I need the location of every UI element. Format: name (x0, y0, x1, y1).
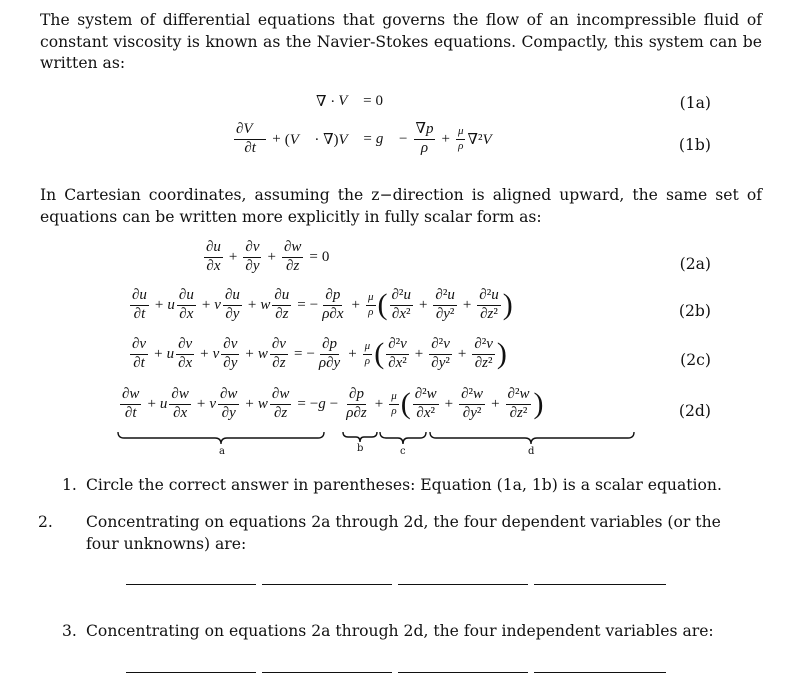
question-text: Concentrating on equations 2a through 2d, the four dependent variables (or the four unknowns) are: (86, 513, 721, 553)
brace-b (343, 432, 377, 442)
question-number: 1. (62, 476, 77, 494)
equation-2d-label: (2d) (678, 402, 711, 420)
question-2 (38, 511, 724, 555)
brace-label-a: a (219, 446, 225, 457)
brace-label-b: b (357, 443, 364, 454)
question-text: Concentrating on equations 2a through 2d, the four independent variables are: (86, 622, 714, 640)
equation-1a-label: (1a) (679, 94, 711, 112)
answer-blank-2-4[interactable] (534, 584, 666, 585)
question-3 (62, 620, 722, 642)
question-number: 2. (38, 513, 53, 531)
equation-2b-label: (2b) (678, 302, 711, 320)
equation-2b: $\frac{\partial u}{\partial t}$ + u $\frac{\partial u}{\partial x}$ + v $\frac{\partial u}{\partial y}$ + w $\frac{\partial u}{\partial z}$ = − $\frac{\partial p}{\rho\partial x}$ + $\frac{\mu}{\rho}$ ( $\frac{\text{∂²u}}{\text{∂x²}}$ + $\frac{\text{∂²u}}{\text{∂y²}}$ + $\frac{\text{∂²u}}{\text{∂z²}}$ ) (132, 287, 513, 322)
equation-2a: $\frac{\partial u}{\partial x}$ + $\frac{\partial v}{\partial y}$ + $\frac{\partial w}{\partial z}$ = 0 (206, 239, 330, 274)
equation-2a-label: (2a) (679, 255, 711, 273)
answer-blank-2-2[interactable] (262, 584, 392, 585)
brace-a (118, 432, 324, 444)
equation-2c: $\frac{\partial v}{\partial t}$ + u $\frac{\partial v}{\partial x}$ + v $\frac{\partial v}{\partial y}$ + w $\frac{\partial v}{\partial z}$ = − $\frac{\partial p}{\rho\partial y}$ + $\frac{\mu}{\rho}$ ( $\frac{\text{∂²v}}{\text{∂x²}}$ + $\frac{\text{∂²v}}{\text{∂y²}}$ + $\frac{\text{∂²v}}{\text{∂z²}}$ ) (132, 336, 507, 371)
answer-blank-3-1[interactable] (126, 672, 256, 673)
brace-c (380, 432, 426, 444)
equation-2c-label: (2c) (680, 351, 711, 369)
brace-label-c: c (400, 446, 406, 457)
question-number: 3. (62, 622, 77, 640)
intro-paragraph: The system of differential equations that governs the flow of an incompressible fluid of constant viscosity is known as the Navier-Stokes equations. Compactly, this system can be written as: (40, 11, 762, 72)
question-text: Circle the correct answer in parentheses: Equation (1a, 1b) is a scalar equation. (86, 476, 722, 494)
equation-1b: $\frac{\partial V⃗}{\partial t}$ + (V⃗ · ∇)V⃗ = g⃗ − $\frac{\nabla p}{\rho}$ + $\frac{\mu}{\rho}$ ∇²V⃗ (236, 121, 504, 156)
answer-blank-3-3[interactable] (398, 672, 528, 673)
answer-blank-2-3[interactable] (398, 584, 528, 585)
equation-2d: $\frac{\partial w}{\partial t}$ + u $\frac{\partial w}{\partial x}$ + v $\frac{\partial w}{\partial y}$ + w $\frac{\partial w}{\partial z}$ = −g − $\frac{\partial p}{\rho\partial z}$ + $\frac{\mu}{\rho}$ ( $\frac{\text{∂²w}}{\text{∂x²}}$ + $\frac{\text{∂²w}}{\text{∂y²}}$ + $\frac{\text{∂²w}}{\text{∂z²}}$ ) (122, 386, 544, 421)
answer-blank-3-4[interactable] (534, 672, 666, 673)
brace-d (430, 432, 634, 444)
answer-blank-3-2[interactable] (262, 672, 392, 673)
answer-blank-2-1[interactable] (126, 584, 256, 585)
cartesian-paragraph: In Cartesian coordinates, assuming the z−direction is aligned upward, the same set of equations can be written more explicitly in fully scalar form as: (40, 186, 762, 226)
equation-1b-label: (1b) (678, 136, 711, 154)
question-1 (62, 474, 722, 496)
equation-1a: ∇ · V⃗ = 0 (316, 93, 384, 110)
brace-label-d: d (528, 446, 535, 457)
